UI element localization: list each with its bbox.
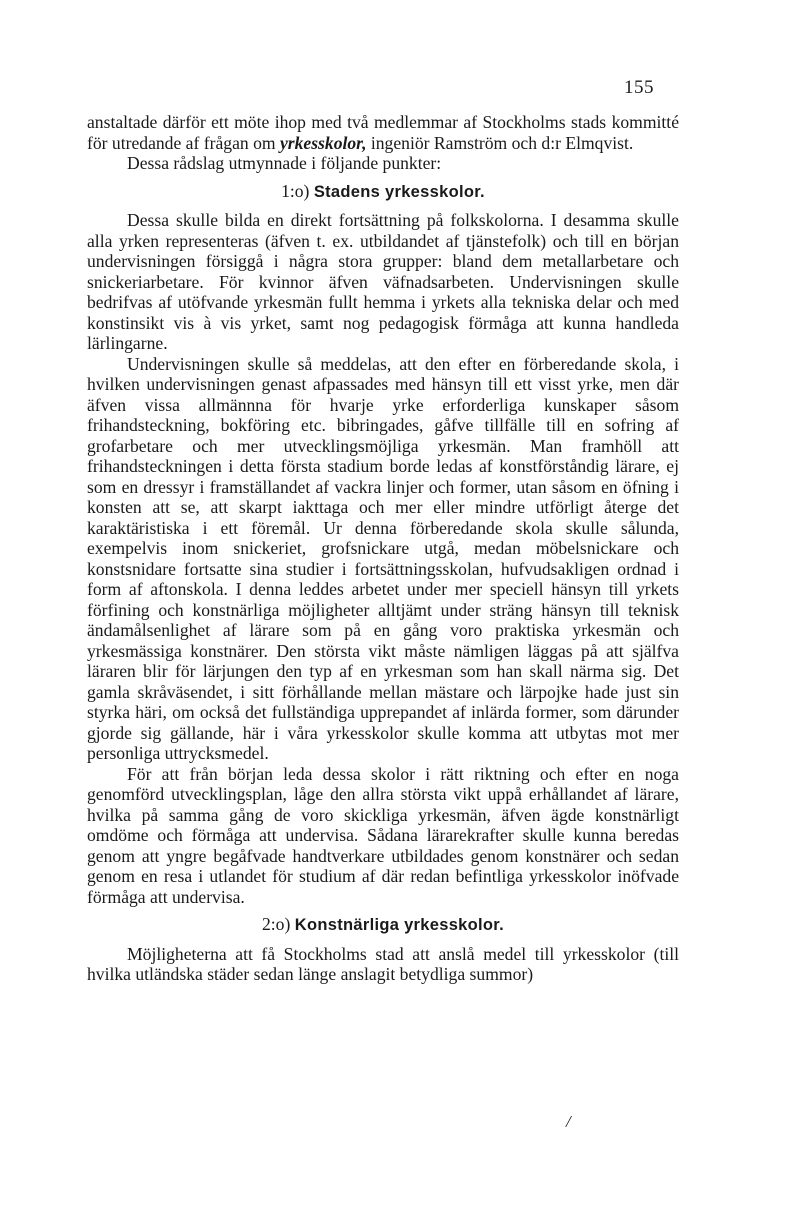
section-heading-1 (87, 181, 679, 203)
body-text (87, 112, 679, 985)
paragraph-5: För att från början leda dessa skolor i rätt riktning och efter en noga genomförd utvecklingsplan, låge den allra största vikt uppå erhållandet af lärare, hvilka på samma gång de voro skickliga yrkesmän, äfven ägde konstnärligt omdöme och förmåga att undervisa. Sådana lärarekrafter skulle kunna beredas genom att yngre begåfvade handtverkare utbildades genom konstnärer och sedan genom en resa i utlandet för studium af där redan befintliga yrkesskolor inöfvade förmåga att undervisa. (87, 763, 679, 907)
page-number: 155 (624, 77, 654, 98)
paragraph-3: Dessa skulle bilda en direkt fortsättning på folkskolorna. I desamma skulle alla yrken representeras (äfven t. ex. utbildandet af tjänstefolk) och till en början undervisningen försiggå i några stora grupper: bland dem metallarbetare och snickeriarbetare. För kvinnor äfven väfnadsarbeten. Undervisningen skulle bedrifvas af utöfvande yrkesmän fullt hemma i yrkets alla tekniska delar och med konstinsikt vis à vis yrket, samt nog pedagogisk förmåga att kunna handleda lärlingarne. (87, 210, 679, 353)
paragraph-4: Undervisningen skulle så meddelas, att den efter en förberedande skola, i hvilken undervisningen genast afpassades med hänsyn till ett visst yrke, men där äfven vissa allmännna för hvarje yrke erforderliga kunskaper såsom frihandsteckning, bokföring etc. bibringades, gåfve tillfälle till en sofring af grofarbetare och mer utvecklingsmöjliga yrkesmän. Man framhöll att frihandsteckningen i detta första stadium borde ledas af konstförståndig lärare, ej som en dressyr i framställandet af vackra linjer och former, utan såsom en öfning i konsten att se, att skarpt iakttaga och mer eller mindre utförligt återge det karaktäristiska i ett föremål. Ur denna förberedande skola skulle sålunda, exempelvis inom snickeriet, grofsnickare utgå, medan möbelsnickare och konstsnidare fortsatte sina studier i fortsättningsskolan, hufvudsakligen ordnad i form af aftonskola. I denna leddes arbetet under mer speciell hänsyn till yrkets förfining och konstnärliga möjligheter alltjämt under sträng hänsyn till teknisk ändamålsenlighet af lärare som på en gång voro praktiska yrkesmän och yrkesmässiga konstnärer. Den största vikt måste nämligen läggas på att själfva läraren blir för lärjungen den typ af en yrkesman som han skall närma sig. Det gamla skråväsendet, i sitt förhållande mellan mästare och lärpojke hade just sin styrka häri, om också det fullständiga upprepandet af inlärda former, som därunder gjorde sig gällande, här i våra yrkesskolor skulle komma att utbytas mot mer personliga uttrycksmedel. (87, 353, 679, 763)
emphasis-yrkesskolor: yrkesskolor, (279, 132, 367, 153)
paragraph-1 (87, 112, 679, 153)
section-2-title: Konstnärliga yrkesskolor. (294, 916, 504, 934)
paragraph-1-text: anstaltade därför ett möte ihop med två medlemmar af Stockholms stads kommitté för utredande af frågan om (87, 112, 679, 153)
section-heading-2 (87, 914, 679, 936)
section-1-number: 1:o) (281, 180, 310, 201)
paragraph-2: Dessa rådslag utmynnade i följande punkter: (127, 153, 442, 173)
footer-mark: / (566, 1112, 571, 1131)
paragraph-1-end: ingeniör Ramström och d:r Elmqvist. (366, 132, 634, 153)
section-2-number: 2:o) (262, 914, 291, 934)
section-1-title: Stadens yrkesskolor. (313, 182, 485, 201)
paragraph-6: Möjligheterna att få Stockholms stad att anslå medel till yrkesskolor (till hvilka utländska städer sedan länge anslagit betydliga summor) (87, 943, 679, 984)
